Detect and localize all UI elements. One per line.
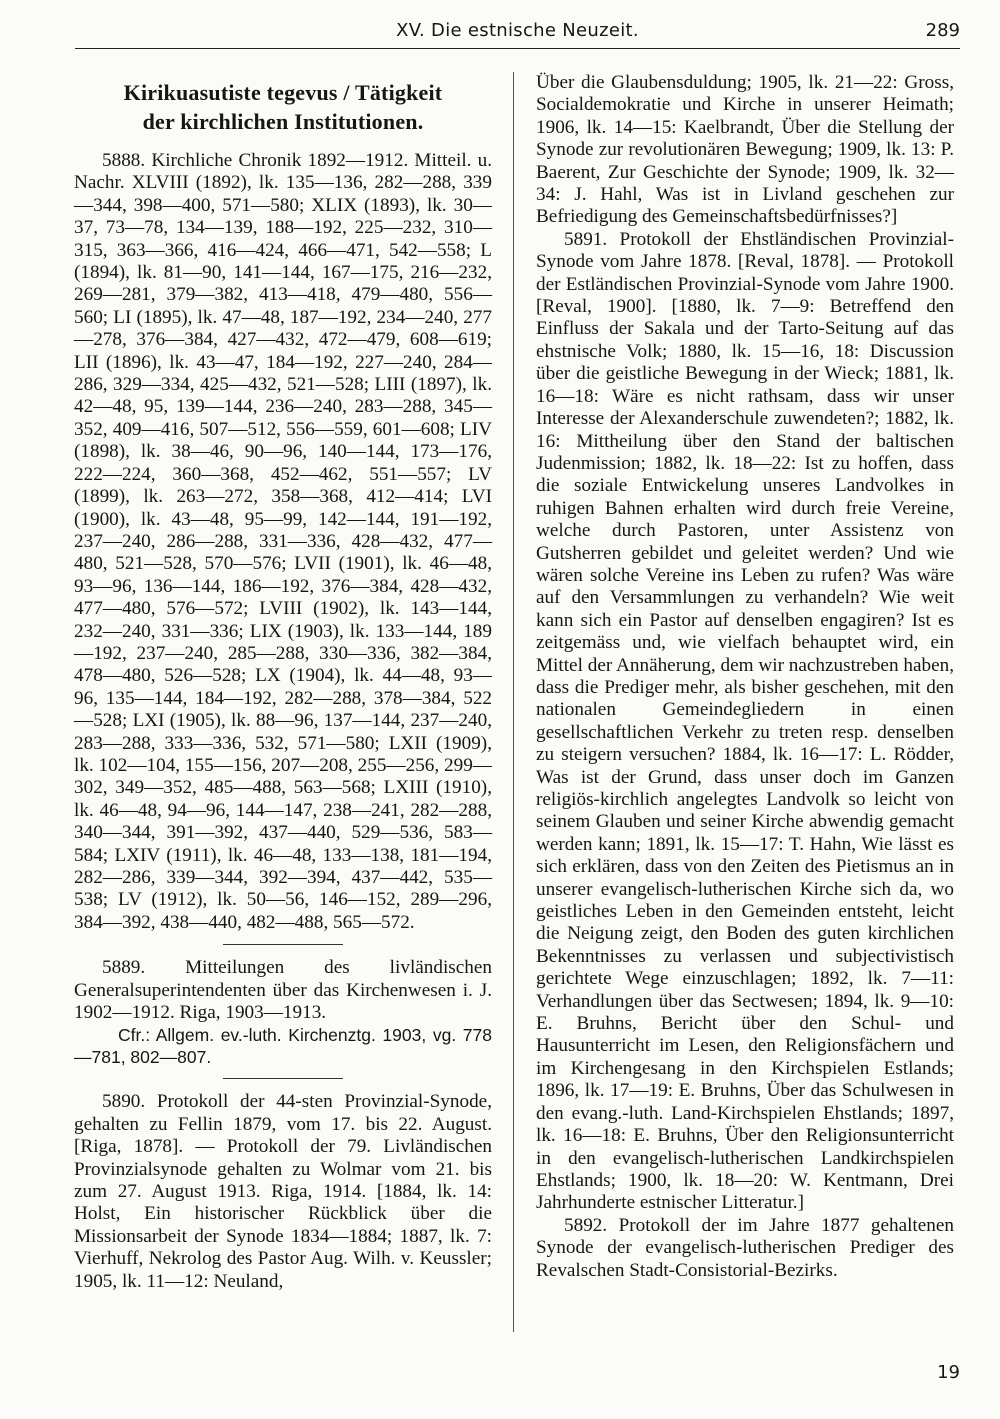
entry-5889: 5889. Mitteilungen des livländischen Generalsuperintendenten über das Kirchenwesen i. J. 1902—1912. Riga, 1903—1913. xyxy=(74,957,492,1024)
signature-mark: 19 xyxy=(937,1362,960,1383)
entry-5890: 5890. Protokoll der 44-sten Provinzial-Synode, gehalten zu Fellin 1879, vom 17. bis 22. August. [Riga, 1878]. — Protokoll der 79. Livländischen Provinzialsynode gehalten zu Wolmar vom 21. bis zum 27. August 1913. Riga, 1914. [1884, lk. 14: Holst, Ein historischer Rückblick über die Missionsarbeit der Synode 1834—1884; 1887, lk. 7: Vierhuff, Nekrolog des Pastor Aug. Wilh. v. Keussler; 1905, lk. 11—12: Neuland, xyxy=(74,1091,492,1292)
section-heading xyxy=(74,78,492,136)
heading-line-2: der kirchlichen Institutionen. xyxy=(142,109,424,134)
running-header xyxy=(75,18,960,49)
running-title: XV. Die estnische Neuzeit. xyxy=(396,20,639,41)
entry-separator xyxy=(223,1078,343,1079)
entry-5890-continued: Über die Glaubensduldung; 1905, lk. 21—22: Gross, Socialdemokratie und Kirche in unserer Heimath; 1906, lk. 14—15: Kaelbrandt, Über die Stellung der Synode zur revolutionären Bewegung; 1909, lk. 13: P. Baerent, Zur Geschichte der Synode; 1909, lk. 32—34: J. Hahl, Was ist in Livland geschehen zur Befriedigung des Gemeinschaftsbedürfnisses?] xyxy=(536,72,954,228)
right-column xyxy=(536,72,954,1282)
left-column xyxy=(74,72,492,1293)
page-number: 289 xyxy=(925,20,960,41)
heading-line-1: Kirikuasutiste tegevus / Tätigkeit xyxy=(123,80,443,105)
entry-5892: 5892. Protokoll der im Jahre 1877 gehaltenen Synode der evangelisch-lutherischen Prediger des Revalschen Stadt-Consistorial-Bezirks. xyxy=(536,1214,954,1281)
entry-5888: 5888. Kirchliche Chronik 1892—1912. Mitteil. u. Nachr. XLVIII (1892), lk. 135—136, 282—288, 339—344, 398—400, 571—580; XLIX (1893), lk. 30—37, 73—78, 134—139, 188—192, 225—232, 310—315, 363—366, 416—424, 466—471, 542—558; L (1894), lk. 81—90, 141—144, 167—175, 216—232, 269—281, 379—382, 413—418, 479—480, 556—560; LI (1895), lk. 47—48, 187—192, 234—240, 277—278, 376—384, 427—432, 472—479, 608—619; LII (1896), lk. 43—47, 184—192, 227—240, 284—286, 329—334, 425—432, 521—528; LIII (1897), lk. 42—48, 95, 139—144, 236—240, 283—288, 345—352, 409—416, 507—512, 556—559, 601—608; LIV (1898), lk. 38—46, 90—96, 140—144, 173—176, 222—224, 360—368, 452—462, 551—557; LV (1899), lk. 263—272, 358—368, 412—414; LVI (1900), lk. 43—48, 95—99, 142—144, 191—192, 237—240, 286—288, 331—336, 428—432, 477—480, 521—528, 570—576; LVII (1901), lk. 46—48, 93—96, 136—144, 186—192, 376—384, 428—432, 477—480, 576—572; LVIII (1902), lk. 143—144, 232—240, 331—336; LIX (1903), lk. 133—144, 189—192, 237—240, 285—288, 330—336, 382—384, 478—480, 526—528; LX (1904), lk. 44—48, 93—96, 135—144, 184—192, 282—288, 378—384, 522—528; LXI (1905), lk. 88—96, 137—144, 237—240, 283—288, 333—336, 532, 571—580; LXII (1909), lk. 102—104, 155—156, 207—208, 255—256, 299—302, 349—352, 485—488, 563—568; LXIII (1910), lk. 46—48, 94—96, 144—147, 238—241, 282—288, 340—344, 391—392, 437—440, 529—536, 583—584; LXIV (1911), lk. 46—48, 133—138, 181—194, 282—286, 339—344, 392—394, 437—442, 535—538; LV (1912), lk. 50—56, 146—152, 289—296, 384—392, 438—440, 482—488, 565—572. xyxy=(74,150,492,933)
entry-5889-cfr: Cfr.: Allgem. ev.-luth. Kirchenztg. 1903, vg. 778—781, 802—807. xyxy=(74,1025,492,1068)
entry-separator xyxy=(223,944,343,945)
entry-5891: 5891. Protokoll der Ehstländischen Provinzial-Synode vom Jahre 1878. [Reval, 1878]. — Protokoll der Estländischen Provinzial-Synode vom Jahre 1900. [Reval, 1900]. [1880, lk. 7—9: Betreffend den Einfluss der Sakala und der Tarto-Seitung auf das ehstnische Volk; 1880, lk. 15—16, 18: Discussion über die geistliche Bewegung in der Wieck; 1881, lk. 16—18: Wäre es nicht rathsam, dass wir unser Interesse der Alexanderschule zuwendeten?; 1882, lk. 16: Mittheilung über den Stand der baltischen Judenmission; 1882, lk. 18—22: Ist zu hoffen, dass die soziale Entwickelung unseres Landvolkes in ruhigen Bahnen erhalten wird durch freie Vereine, welche durch Pastoren, unter Assistenz von Gutsherren gebildet und geleitet werden? Und wie wären solche Vereine ins Leben zu rufen? Was wäre auf den Versammlungen zu verhandeln? Wie weit kann sich ein Pastor auf denselben engagiren? Ist es zeitgemäss und, wie vielfach behauptet wird, ein Mittel der Annäherung, dem wir nachzustreben haben, dass die Prediger mehr, als bisher geschehen, mit den nationalen Gemeindegliedern in einen gesellschaftlichen Verkehr zu treten resp. denselben zu steigern versuchen? 1884, lk. 16—17: L. Rödder, Was ist der Grund, dass unser doch im Ganzen religiös-kirchlich angelegtes Landvolk so leicht von seinem Glauben und seiner Kirche abwendig gemacht werden kann; 1891, lk. 15—17: T. Hahn, Wie lässt es sich erklären, dass von den Zeiten des Pietismus an in unserer evangelisch-lutherischen Kirche sich da, wo geistliches Leben in den Gemeinden entsteht, leicht die Neigung zeigt, den Boden des guten kirchlichen Bekenntnisses zu verlassen und subjectivistisch gerichtete Wege einzuschlagen; 1892, lk. 7—11: Verhandlungen über das Sectwesen; 1894, lk. 9—10: E. Bruhns, Bericht über den Schul- und Hausunterricht im Lesen, den Religionsfächern und im Kirchengesang in den Kirchspielen Estlands; 1896, lk. 17—19: E. Bruhns, Über das Schulwesen in den evang.-luth. Land-Kirchspielen Ehstlands; 1897, lk. 16—18: E. Bruhns, Über den Religionsunterricht in den evangelisch-lutherischen Landkirchspielen Ehstlands; 1900, lk. 18—20: W. Kentmann, Drei Jahrhunderte estnischer Litteratur.] xyxy=(536,228,954,1214)
